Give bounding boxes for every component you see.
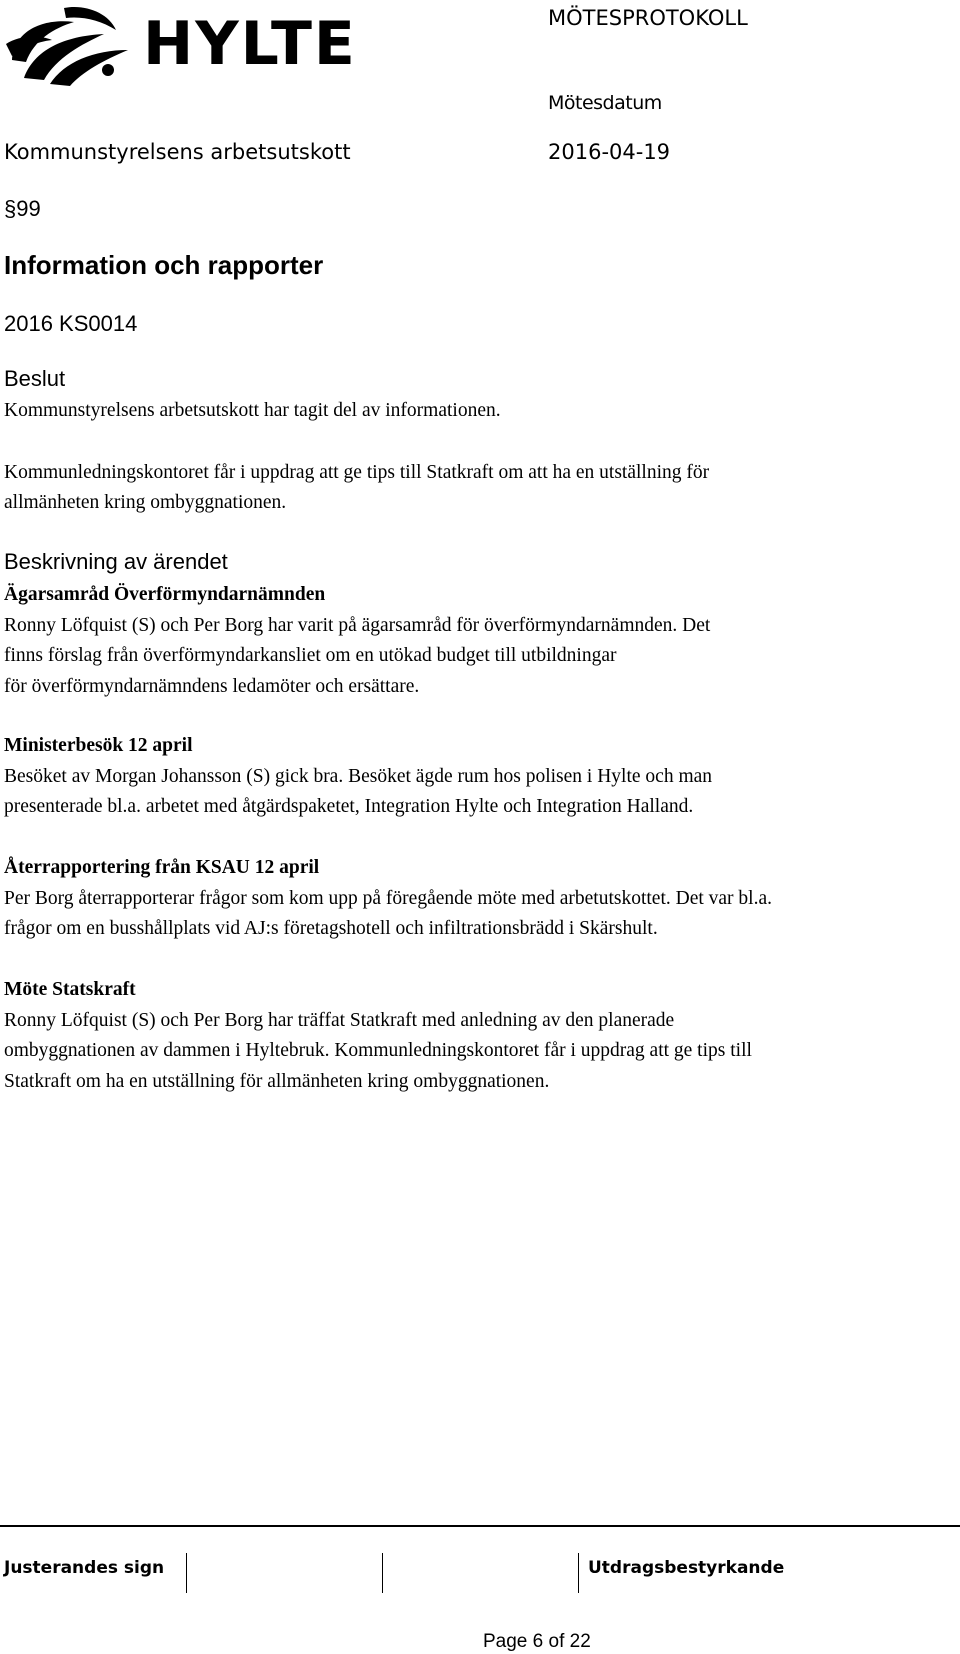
- section-subheading: Ministerbesök 12 april: [4, 735, 193, 756]
- section-line: Ronny Löfquist (S) och Per Borg har träffat Statkraft med anledning av den planerade: [4, 1009, 675, 1031]
- section-subheading: Möte Statskraft: [4, 979, 136, 1000]
- description-section: [4, 853, 924, 945]
- description-section: [4, 975, 924, 1097]
- description-section: [4, 731, 924, 823]
- footer-divider: [0, 1525, 960, 1527]
- meeting-date-label: Mötesdatum: [548, 92, 662, 114]
- signature-box-divider: [382, 1553, 383, 1593]
- sign-label: Justerandes sign: [4, 1558, 165, 1578]
- section-line: Ronny Löfquist (S) och Per Borg har varit på ägarsamråd för överförmyndarnämnden. Det: [4, 614, 711, 636]
- case-number: 2016 KS0014: [4, 311, 138, 336]
- committee-name: Kommunstyrelsens arbetsutskott: [4, 140, 351, 164]
- section-line: presenterade bl.a. arbetet med åtgärdspaketet, Integration Hylte och Integration Halland.: [4, 796, 694, 817]
- document-type: MÖTESPROTOKOLL: [548, 6, 748, 30]
- section-line: för överförmyndarnämndens ledamöter och ersättare.: [4, 675, 420, 697]
- section-line: finns förslag från överförmyndarkansliet om en utökad budget till utbildningar: [4, 645, 617, 666]
- paragraph-number: §99: [4, 196, 41, 221]
- decision-heading: Beslut: [4, 366, 66, 391]
- decision-text: [4, 396, 924, 519]
- signature-box-divider: [578, 1553, 579, 1593]
- hylte-emblem-icon: [4, 0, 144, 90]
- meeting-date: 2016-04-19: [548, 140, 671, 164]
- decision-line: Kommunstyrelsens arbetsutskott har tagit del av informationen.: [4, 400, 501, 421]
- decision-line: allmänheten kring ombyggnationen.: [4, 492, 287, 513]
- section-subheading: Återrapportering från KSAU 12 april: [4, 857, 320, 878]
- item-title: Information och rapporter: [4, 250, 324, 280]
- section-line: Per Borg återrapporterar frågor som kom upp på föregående möte med arbetutskottet. Det var bl.a.: [4, 887, 772, 909]
- description-section: [4, 580, 924, 702]
- extract-label: Utdragsbestyrkande: [588, 1558, 785, 1578]
- section-line: frågor om en busshållplats vid AJ:s företagshotell och infiltrationsbrädd i Skärshult.: [4, 918, 658, 939]
- decision-line: Kommunledningskontoret får i uppdrag att ge tips till Statkraft om att ha en utställning för: [4, 461, 710, 483]
- description-heading: Beskrivning av ärendet: [4, 549, 228, 574]
- section-line: Besöket av Morgan Johansson (S) gick bra. Besöket ägde rum hos polisen i Hylte och man: [4, 765, 713, 787]
- section-line: ombyggnationen av dammen i Hyltebruk. Kommunledningskontoret får i uppdrag att ge tips till: [4, 1040, 752, 1061]
- page-number: Page 6 of 22: [483, 1631, 591, 1652]
- hylte-logo: [4, 0, 357, 92]
- signature-box-divider: [186, 1553, 187, 1593]
- section-line: Statkraft om ha en utställning för allmänheten kring ombyggnationen.: [4, 1070, 550, 1092]
- section-subheading: Ägarsamråd Överförmyndarnämnden: [4, 584, 326, 605]
- logo-wordmark: HYLTE: [143, 9, 357, 79]
